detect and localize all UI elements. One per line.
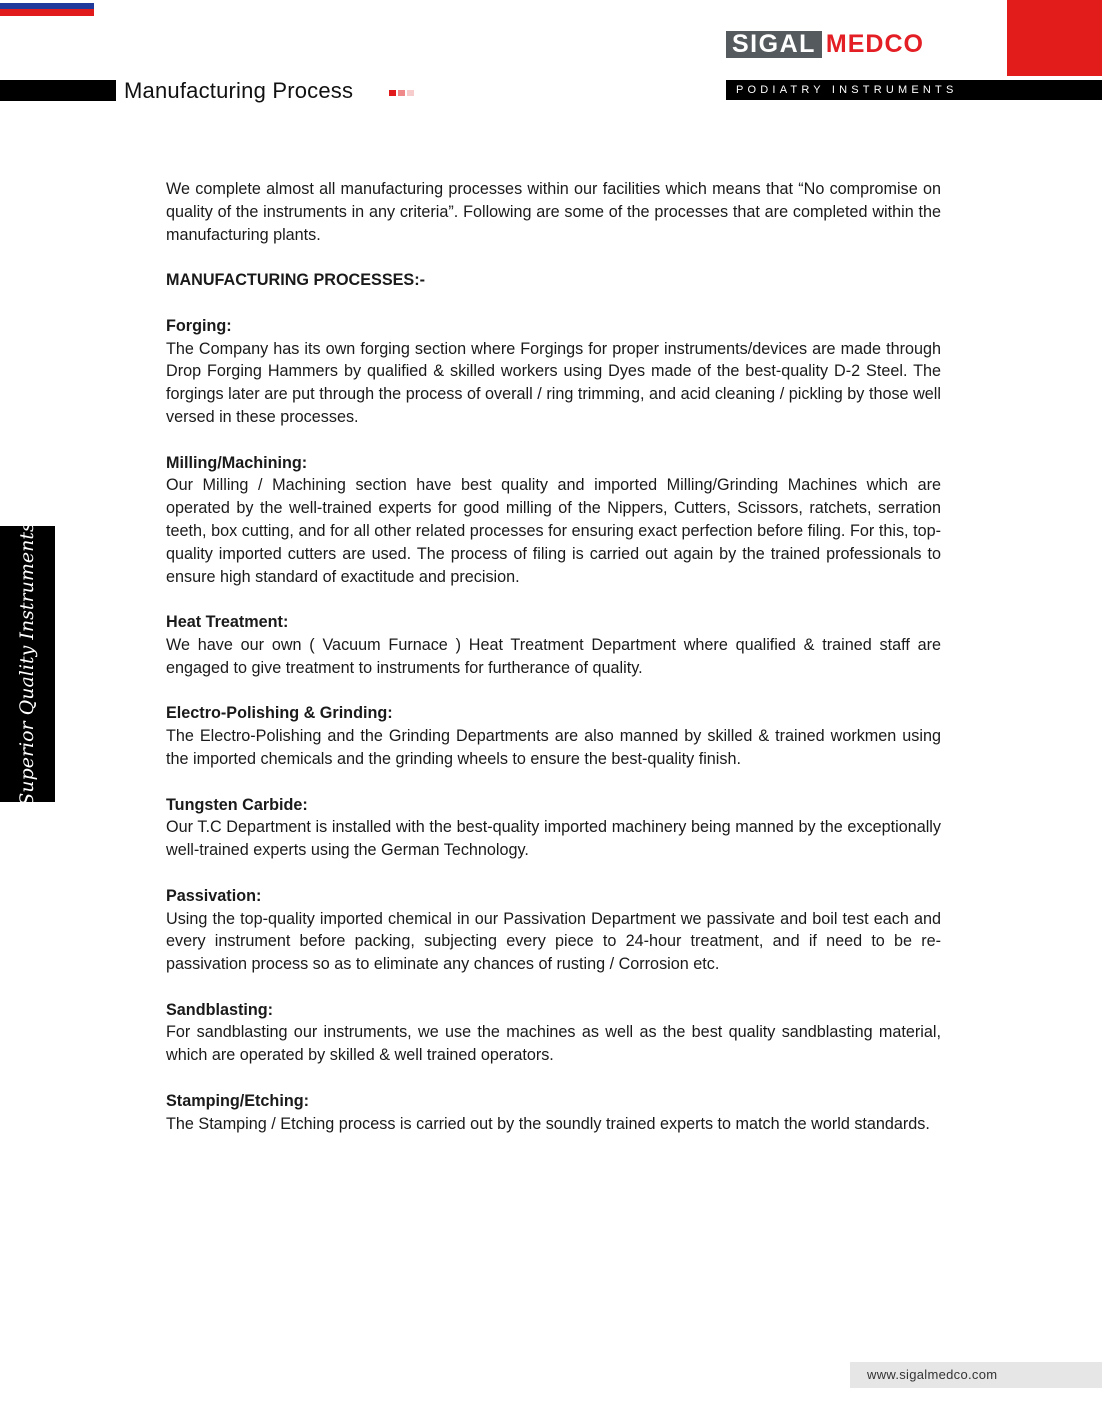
section-body: Our T.C Department is installed with the best-quality imported machinery being manned by the exceptionally well-trained experts using the German Technology. xyxy=(166,818,941,860)
section-body: We have our own ( Vacuum Furnace ) Heat Treatment Department where qualified & trained staff are engaged to give treatment to instruments for furtherance of quality. xyxy=(166,635,941,677)
sidebar-text: Superior Quality Instruments xyxy=(16,522,38,806)
website-link[interactable]: www.sigalmedco.com xyxy=(850,1362,1102,1388)
section-title: Electro-Polishing & Grinding: xyxy=(166,704,393,723)
section-title: Stamping/Etching: xyxy=(166,1091,309,1110)
section-body: For sandblasting our instruments, we use the machines as well as the best quality sandblasting material, which are operated by skilled & well trained operators. xyxy=(166,1023,941,1065)
section-title: Heat Treatment: xyxy=(166,613,289,632)
section-stamping xyxy=(166,1090,941,1136)
section-milling xyxy=(166,452,941,589)
section-sandblasting xyxy=(166,999,941,1067)
section-title: Sandblasting: xyxy=(166,1000,274,1019)
title-bar-decoration xyxy=(0,80,116,101)
section-body: The Stamping / Etching process is carried out by the soundly trained experts to match the world standards. xyxy=(166,1114,930,1133)
flag-decoration xyxy=(0,0,94,16)
section-title: Milling/Machining: xyxy=(166,453,308,472)
title-squares-decoration xyxy=(389,90,414,96)
section-tungsten-carbide xyxy=(166,794,941,862)
section-body: Using the top-quality imported chemical in our Passivation Department we passivate and boil test each and every instrument before packing, subjecting every piece to 24-hour treatment, and if need to be re-passivation process so as to eliminate any chances of rusting / Corrosion etc. xyxy=(166,909,941,974)
section-title: Tungsten Carbide: xyxy=(166,795,308,814)
section-forging xyxy=(166,315,941,429)
section-title: Passivation: xyxy=(166,886,262,905)
main-heading: MANUFACTURING PROCESSES:- xyxy=(166,271,426,290)
section-body: Our Milling / Machining section have best quality and imported Milling/Grinding Machines which are operated by the well-trained experts for good milling of the Nippers, Cutters, Scissors, ratchets, serration teeth, box cutting, and for all other related processes for ensuring exact perfection before filing. For this, top-quality imported cutters are used. The process of filing is carried out again by the trained professionals to ensure high standard of exactitude and precision. xyxy=(166,476,941,586)
section-title: Forging: xyxy=(166,316,232,335)
section-body: The Company has its own forging section where Forgings for proper instruments/devices are made through Drop Forging Hammers by qualified & skilled workers using Dyes made of the best-quality D-2 Steel. The forgings later are put through the process of overall / ring trimming, and acid cleaning / pickling by those well versed in these processes. xyxy=(166,339,941,426)
intro-paragraph: We complete almost all manufacturing processes within our facilities which means that “No compromise on quality of the instruments in any criteria”. Following are some of the processes that are completed within the manufacturing plants. xyxy=(166,180,941,244)
section-heat-treatment xyxy=(166,611,941,679)
tagline: PODIATRY INSTRUMENTS xyxy=(726,80,1102,100)
main-content xyxy=(166,178,941,1158)
section-passivation xyxy=(166,885,941,976)
logo-right-text: MEDCO xyxy=(825,30,924,58)
brand-red-block xyxy=(1007,0,1102,76)
page-title: Manufacturing Process xyxy=(124,78,354,103)
section-electro-polishing xyxy=(166,702,941,770)
company-logo xyxy=(726,31,996,58)
sidebar-band xyxy=(0,522,55,806)
section-body: The Electro-Polishing and the Grinding Departments are also manned by skilled & trained workmen using the imported chemicals and the grinding wheels to ensure the best-quality finish. xyxy=(166,727,941,768)
logo-left-text: SIGAL xyxy=(726,31,822,58)
